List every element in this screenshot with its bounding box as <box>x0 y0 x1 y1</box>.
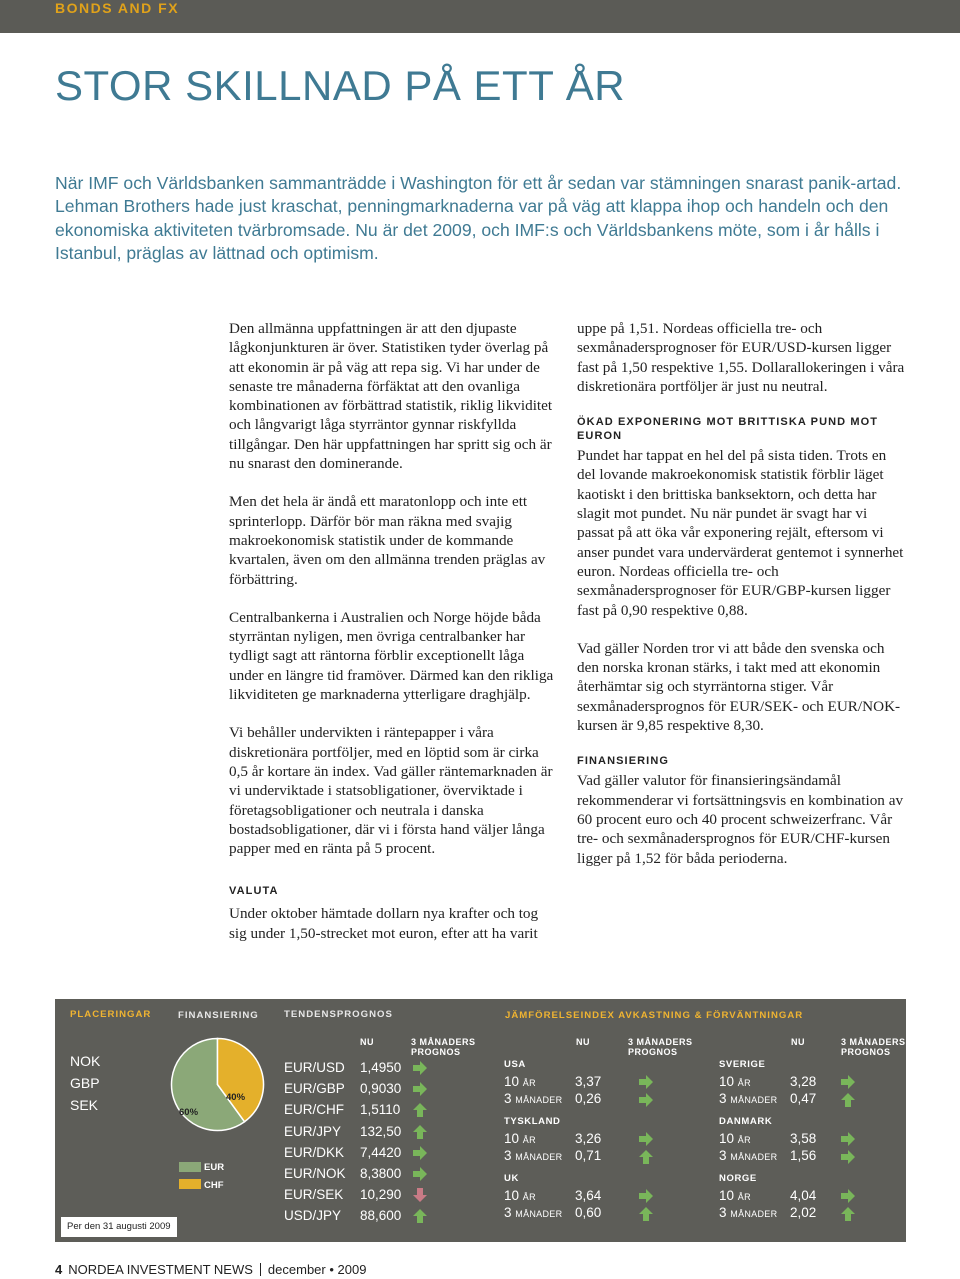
arrow-right-icon <box>638 1075 654 1089</box>
arrow-right-icon <box>638 1189 654 1203</box>
legend-swatch-eur <box>179 1162 201 1172</box>
section-heading: FINANSIERING <box>577 755 670 768</box>
arrow-right-icon <box>840 1150 856 1164</box>
tenor-10y-label: 10 ÅR <box>504 1074 536 1089</box>
col-header-3m: 3 MÅNADERS <box>841 1037 906 1047</box>
currency-pair: EUR/GBP <box>284 1081 345 1097</box>
section-heading: ÖKAD EXPONERING MOT BRITTISKA PUND MOT EURON <box>577 416 879 443</box>
col-header-3m: 3 MÅNADERS <box>411 1037 476 1047</box>
rate-value: 88,600 <box>360 1208 402 1224</box>
arrow-right-icon <box>638 1093 654 1107</box>
paragraph: Men det hela är ändå ett maratonlopp och inte ett sprinterlopp. Därför bör man räkna med svajig makroekonomisk statistik under de kommande kvartalen, även om den allmänna trenden präglas av förbättring. <box>229 493 546 588</box>
data-panel <box>55 999 906 1242</box>
paragraph: Pundet har tappat en hel del på sista tiden. Trots en del lovande makroekonomisk statistik förblir läget kaotiskt i den brittiska banksektorn, och detta har slagit mot pundet. Nu när pundet är svagt har vi passat på att öka vår exponering rejält, eftersom vi anser pundet vara undervärderat gentemot i synnerhet euron. Nordeas officiella tre- och sexmånadersprognoser för EUR/GBP-kursen ligger fast på 0,90 respektive 0,88. <box>577 447 904 619</box>
rate-value: 1,4950 <box>360 1060 402 1075</box>
rate-value: 1,5110 <box>360 1102 401 1118</box>
top-bar <box>0 0 960 33</box>
yield-value: 0,47 <box>790 1091 817 1106</box>
country-label: NORGE <box>719 1173 757 1184</box>
arrow-right-icon <box>412 1061 428 1075</box>
tenor-3m-label: 3 MÅNADER <box>504 1148 563 1163</box>
tenor-10y-label: 10 ÅR <box>719 1188 751 1203</box>
legend-swatch-chf <box>179 1179 201 1189</box>
rate-value: 7,4420 <box>360 1144 402 1160</box>
paragraph: uppe på 1,51. Nordeas officiella tre- och sexmånadersprognoser för EUR/USD-kursen ligger fast på 1,50 respektive 1,55. Dollarallokeringen i våra diskretionära portföljer är just nu neutral. <box>577 320 905 395</box>
currency-pair: EUR/SEK <box>284 1187 344 1203</box>
date-label: Per den 31 augusti 2009 <box>67 1221 171 1232</box>
currency-pair: EUR/NOK <box>284 1166 346 1181</box>
section-tag: BONDS AND FX <box>55 0 180 16</box>
divider <box>260 1263 261 1276</box>
yield-value: 0,60 <box>575 1205 602 1220</box>
page-number: 4 <box>55 1262 63 1277</box>
arrow-up-icon <box>412 1103 428 1117</box>
country-label: DANMARK <box>719 1116 773 1127</box>
placering-item: NOK <box>70 1053 101 1069</box>
tenor-10y-label: 10 ÅR <box>719 1131 751 1146</box>
tenor-3m-label: 3 MÅNADER <box>504 1205 563 1220</box>
placering-item: SEK <box>70 1097 99 1113</box>
arrow-down-icon <box>412 1188 428 1202</box>
currency-pair: EUR/USD <box>284 1060 345 1075</box>
arrow-right-icon <box>412 1082 428 1096</box>
tenor-10y-label: 10 ÅR <box>719 1074 751 1089</box>
currency-pair: EUR/JPY <box>284 1123 342 1139</box>
yield-value: 3,58 <box>790 1131 817 1146</box>
tenor-10y-label: 10 ÅR <box>504 1131 536 1146</box>
col-header-3m: 3 MÅNADERS <box>628 1037 693 1047</box>
legend-label-eur: EUR <box>204 1162 225 1173</box>
tenor-3m-label: 3 MÅNADER <box>719 1091 778 1106</box>
paragraph: Vi behåller undervikten i räntepapper i våra diskretionära portföljer, med en löptid som är cirka 0,5 år kortare än index. Vad gäller räntemarknaden är vi underviktade i statsobligationer, överviktade i företagsobligationer och neutrala i danska bostadsobligationer, där vi i första hand väljer långa papper med en ränta på 5 procent. <box>229 724 553 858</box>
issue-date: december • 2009 <box>267 1262 367 1277</box>
arrow-right-icon <box>840 1075 856 1089</box>
yield-value: 3,26 <box>575 1131 602 1146</box>
yield-value: 3,64 <box>575 1188 602 1203</box>
legend-label-chf: CHF <box>204 1180 224 1191</box>
tendens-heading: TENDENSPROGNOS <box>284 1009 393 1020</box>
arrow-right-icon <box>412 1146 428 1160</box>
rate-value: 132,50 <box>360 1123 402 1139</box>
currency-pair: EUR/CHF <box>284 1102 344 1118</box>
arrow-right-icon <box>412 1167 428 1181</box>
pie-label-chf: 40% <box>226 1092 246 1103</box>
col-header-nu: NU <box>791 1037 805 1047</box>
rate-value: 0,9030 <box>360 1081 402 1097</box>
date-box <box>61 1217 177 1237</box>
arrow-up-icon <box>412 1209 428 1223</box>
col-header-nu: NU <box>360 1037 374 1047</box>
yield-value: 0,26 <box>575 1091 602 1106</box>
arrow-up-icon <box>638 1150 654 1164</box>
placering-item: GBP <box>70 1075 100 1091</box>
paragraph: Under oktober hämtade dollarn nya krafter och tog sig under 1,50-strecket mot euron, efter att ha varit <box>229 905 539 942</box>
tenor-3m-label: 3 MÅNADER <box>719 1148 778 1163</box>
country-label: SVERIGE <box>719 1059 766 1070</box>
col-header-prognos: PROGNOS <box>841 1047 891 1057</box>
paragraph: Vad gäller Norden tror vi att både den svenska och den norska kronan stärks, i takt med att ekonomin återhämtar sig och styrräntorna stiger. Vår sexmånadersprognos för EUR/SEK- och EUR/NOK-kursen är 9,85 respektive 8,30. <box>577 639 901 735</box>
yield-value: 4,04 <box>790 1188 817 1203</box>
tenor-10y-label: 10 ÅR <box>504 1188 536 1203</box>
tenor-3m-label: 3 MÅNADER <box>504 1091 563 1106</box>
page-footer <box>55 1262 366 1277</box>
country-label: USA <box>504 1059 526 1070</box>
tenor-3m-label: 3 MÅNADER <box>719 1205 778 1220</box>
rate-value: 10,290 <box>360 1187 402 1203</box>
currency-pair: EUR/DKK <box>284 1144 345 1160</box>
yield-value: 3,37 <box>575 1074 602 1089</box>
finansiering-heading: FINANSIERING <box>178 1010 259 1021</box>
publication-name: NORDEA INVESTMENT NEWS <box>68 1262 253 1277</box>
jamforelse-heading: JÄMFÖRELSEINDEX AVKASTNING & FÖRVÄNTNINGAR <box>505 1010 804 1021</box>
country-label: TYSKLAND <box>504 1116 561 1127</box>
rate-value: 8,3800 <box>360 1166 402 1181</box>
yield-value: 3,28 <box>790 1074 817 1089</box>
arrow-right-icon <box>840 1189 856 1203</box>
body-column-left <box>229 319 559 877</box>
arrow-up-icon <box>638 1207 654 1221</box>
currency-pair: USD/JPY <box>284 1208 342 1224</box>
placeringar-heading: PLACERINGAR <box>70 1009 152 1020</box>
arrow-right-icon <box>840 1132 856 1146</box>
yield-value: 2,02 <box>790 1205 817 1220</box>
arrow-right-icon <box>638 1132 654 1146</box>
col-header-nu: NU <box>576 1037 590 1047</box>
body-column-right <box>577 319 907 887</box>
intro-text: När IMF och Världsbanken sammanträdde i Washington för ett år sedan var stämningen snarast panik-artad. Lehman Brothers hade just kraschat, penningmarknaderna var på väg att klappa ihop och handeln och den ekonomiska aktiviteten tvärbromsade. Nu är det 2009, och IMF:s och Världsbankens möte, som i år hålls i Istanbul, präglas av lättnad och optimism. <box>55 173 902 264</box>
yield-value: 0,71 <box>575 1148 602 1163</box>
paragraph: Den allmänna uppfattningen är att den djupaste lågkonjunkturen är över. Statistiken tyder överlag på att ekonomin är på väg att repa sig. Vi har under de senaste tre månaderna förfäktat att den ovanliga kombinationen av förbättrad statistik, riklig likviditet och långvarigt låga styrräntor gynnar riskfyllda tillgångar. Den här uppfattningen har spritt sig och är nu snarast den dominerande. <box>229 320 553 473</box>
page-title: STOR SKILLNAD PÅ ETT ÅR <box>55 62 626 109</box>
arrow-up-icon <box>840 1207 856 1221</box>
yield-value: 1,56 <box>790 1148 817 1163</box>
paragraph: Vad gäller valutor för finansieringsändamål rekommenderar vi fortsättningsvis en kombination av 60 procent euro och 40 procent schweizerfranc. Vår tre- och sexmånadersprognos för EUR/CHF-kursen ligger på 1,52 för båda perioderna. <box>577 772 904 867</box>
paragraph: Centralbankerna i Australien och Norge höjde båda styrräntan nyligen, men övriga centralbanker har tydligt sagt att räntorna förblir exceptionellt låga under en längre tid framöver. Därmed kan den rikliga likviditeten ge marknaderna ytterligare draghjälp. <box>229 608 554 704</box>
arrow-up-icon <box>840 1093 856 1107</box>
col-header-prognos: PROGNOS <box>628 1047 678 1057</box>
col-header-prognos: PROGNOS <box>411 1047 461 1057</box>
arrow-up-icon <box>412 1125 428 1139</box>
pie-label-eur: 60% <box>179 1107 199 1118</box>
valuta-section <box>229 882 559 943</box>
valuta-heading: VALUTA <box>229 885 279 897</box>
country-label: UK <box>504 1173 519 1184</box>
